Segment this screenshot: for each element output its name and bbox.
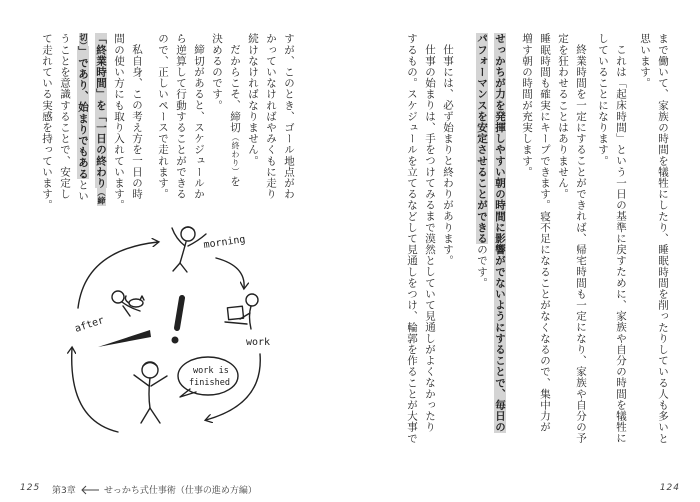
text-segment: のです。 xyxy=(476,243,488,289)
text-segment: していることになります。 xyxy=(597,33,609,167)
text-column xyxy=(636,33,654,448)
after-label: after xyxy=(73,315,106,335)
cycle-arrow-to-after xyxy=(72,348,118,432)
page-number-left: 125 xyxy=(20,483,41,493)
text-column xyxy=(38,33,56,223)
text-column xyxy=(110,33,128,223)
text-segment: 締切があると、スケジュールか xyxy=(193,44,205,200)
text-segment: うことを意識することで、安定し xyxy=(59,33,71,200)
text-column xyxy=(56,33,74,223)
highlighted-text: （締 xyxy=(97,188,106,206)
text-column xyxy=(128,33,146,223)
text-segment: ら逆算して行動することができる xyxy=(175,33,187,200)
morning-label: morning xyxy=(202,234,247,251)
page-124-body xyxy=(403,33,672,448)
text-segment: だからこそ、締切 xyxy=(229,44,241,133)
text-segment: 間の使い方にも取り入れています。 xyxy=(113,33,125,211)
text-segment: かっていなければやみくもに走り xyxy=(265,33,277,200)
chapter-arrow-icon xyxy=(80,485,100,495)
text-segment: ので、正しいペースで走れます。 xyxy=(157,33,169,200)
finished-work-celebrating-figure xyxy=(134,362,167,423)
text-column xyxy=(612,33,630,448)
text-column xyxy=(403,33,421,448)
text-segment: 思います。 xyxy=(639,33,651,89)
text-column xyxy=(572,33,590,448)
running-head: せっかち式仕事術（仕事の進め方編） xyxy=(104,486,257,496)
chapter-label: 第3章 xyxy=(52,486,76,496)
text-segment: て走れている実感を持っています。 xyxy=(41,33,53,211)
text-column xyxy=(244,33,262,223)
bubble-text-line-2: finished xyxy=(189,378,230,388)
text-segment: 決めるのです。 xyxy=(211,33,223,111)
highlighted-text: せっかちが力を発揮しやすい朝の時間に影響がでないようにすることで、毎日の xyxy=(494,33,506,433)
text-column xyxy=(190,33,208,223)
text-segment: 仕事には、必ず始まりと終わりがあります。 xyxy=(442,44,454,266)
highlighted-text-column xyxy=(473,33,491,448)
bubble-text-line-1: work is xyxy=(193,366,229,376)
text-segment: 増す朝の時間が充実します。 xyxy=(521,33,533,178)
highlighted-text-column xyxy=(491,33,509,448)
working-figure-with-laptop xyxy=(225,294,258,329)
page-125-body xyxy=(38,33,298,223)
text-column xyxy=(226,33,244,223)
text-segment: まで働いて、家族の時間を犠牲にしたり、睡眠時間を削ったりしている人も多いと xyxy=(657,33,669,444)
text-segment: とい xyxy=(77,179,89,202)
page-number-right: 124 xyxy=(659,483,680,493)
text-segment: 終業時間を一定にすることができれば、帰宅時間も一定になり、家族や自分の予 xyxy=(575,44,587,444)
text-column xyxy=(172,33,190,223)
text-column xyxy=(421,33,439,448)
highlighted-text: 」であり、始まりでもある xyxy=(77,46,89,180)
text-column xyxy=(554,33,572,448)
text-column xyxy=(208,33,226,223)
text-segment: 睡眠時間も確実にキープできます。寝不足になることがなくなるので、集中力が xyxy=(539,33,551,433)
highlighted-text: パフォーマンスを安定させることができる xyxy=(476,33,488,244)
work-label: work xyxy=(246,337,271,348)
highlighted-text: 切） xyxy=(79,33,88,47)
small-annotation: （終わり） xyxy=(231,132,240,176)
text-segment: 私自身、この考え方を一日の時 xyxy=(131,44,143,200)
text-segment: するもの。スケジュールを立てるなどして見通しをつけ、輪郭を作ることが大事で xyxy=(406,33,418,444)
cycle-arrow-to-work xyxy=(216,258,244,288)
text-segment: 続けなければなりません。 xyxy=(247,33,259,167)
text-segment: 定を狂わせることはありません。 xyxy=(557,33,569,200)
daily-cycle-illustration xyxy=(30,220,300,450)
text-segment: を xyxy=(229,175,241,187)
highlighted-text-column xyxy=(74,33,92,223)
cycle-arrow-to-morning xyxy=(78,242,158,308)
text-column xyxy=(654,33,672,448)
relaxing-figure-with-cat xyxy=(112,291,144,316)
exclamation-mark-icon xyxy=(98,298,182,347)
text-column xyxy=(536,33,554,448)
text-segment: これは「起床時間」という一日の基準に戻すために、家族や自分の時間を犠牲に xyxy=(615,44,627,444)
text-column xyxy=(262,33,280,223)
highlighted-text: 「終業時間」を「一日の終わり xyxy=(95,33,107,189)
speech-bubble xyxy=(178,357,238,397)
highlighted-text-column xyxy=(92,33,110,223)
text-column xyxy=(439,33,457,448)
text-segment: 仕事の始まりは、手をつけてみるまで漠然としていて見通しがよくなかったり xyxy=(424,44,436,433)
morning-stretching-figure xyxy=(172,227,206,272)
text-segment: すが、このとき、ゴール地点がわ xyxy=(283,33,295,200)
text-column xyxy=(154,33,172,223)
text-column xyxy=(594,33,612,448)
text-column xyxy=(280,33,298,223)
text-column xyxy=(518,33,536,448)
